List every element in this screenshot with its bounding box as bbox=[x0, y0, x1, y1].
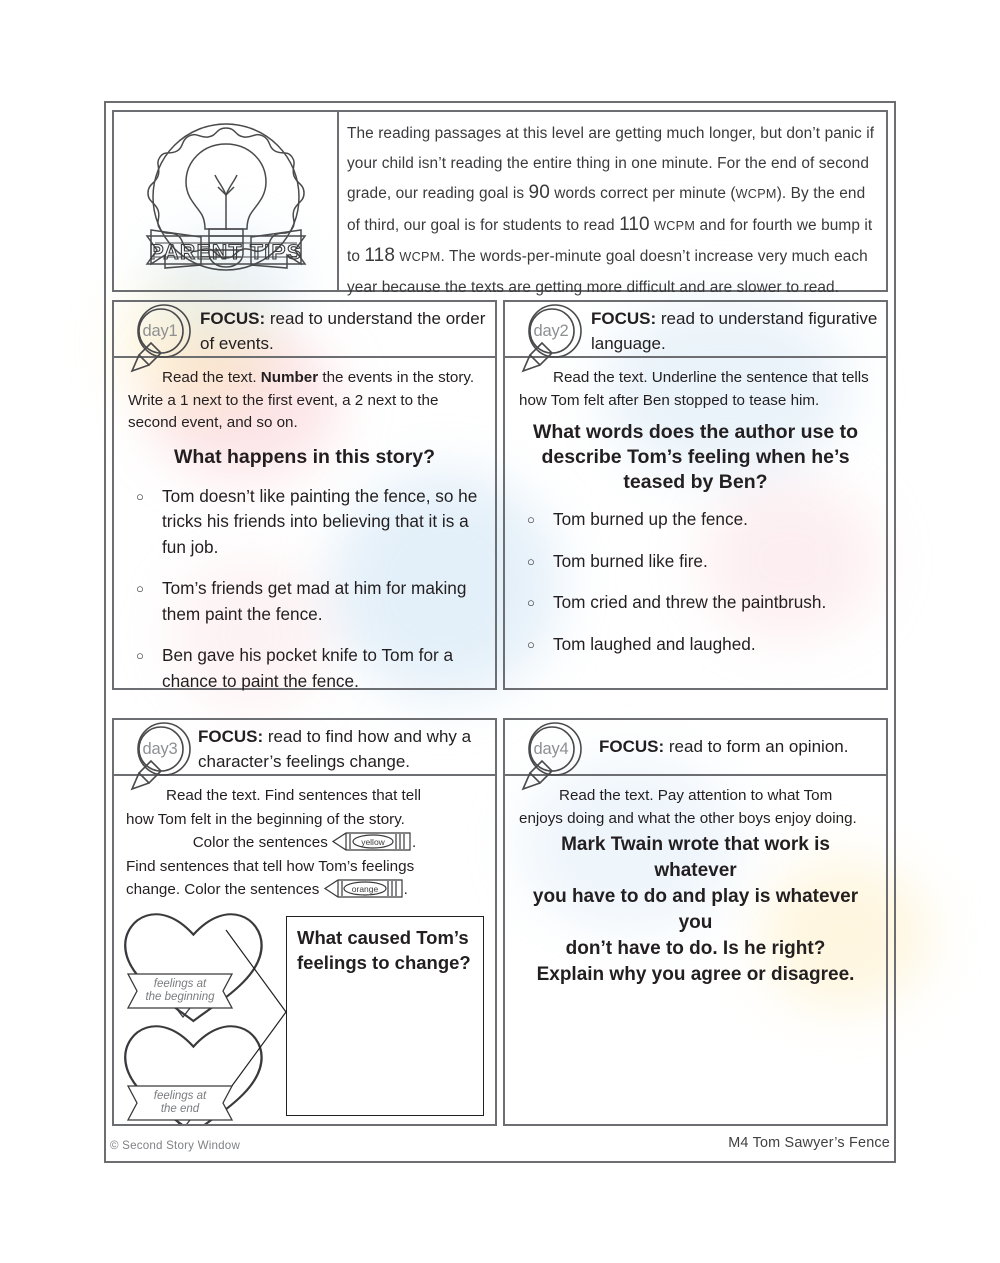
option-circle-icon[interactable]: ○ bbox=[527, 512, 535, 528]
crayon-yellow-label: yellow bbox=[361, 837, 385, 847]
option-row[interactable] bbox=[136, 576, 481, 627]
parent-tips-logo-cell bbox=[114, 112, 339, 290]
day4-badge-label: day4 bbox=[533, 739, 569, 758]
day2-focus-text: read to understand figurative language. bbox=[591, 309, 878, 353]
heart-beginning-label-line1: feelings at bbox=[153, 978, 207, 990]
day3-focus bbox=[198, 724, 489, 774]
day1-focus-text: read to understand the order of events. bbox=[200, 309, 486, 353]
option-circle-icon[interactable]: ○ bbox=[527, 595, 535, 611]
option-row[interactable] bbox=[136, 484, 481, 561]
magnifier-icon-day3 bbox=[130, 722, 204, 802]
day3-answer-prompt-line2: feelings to change? bbox=[297, 952, 471, 973]
option-label: Tom burned up the fence. bbox=[553, 509, 748, 530]
option-row[interactable] bbox=[527, 590, 872, 616]
parent-tips-body-segment: 90 bbox=[528, 182, 550, 204]
option-circle-icon[interactable]: ○ bbox=[136, 488, 144, 504]
day4-panel bbox=[503, 718, 888, 1126]
option-label: Ben gave his pocket knife to Tom for a chance to paint the fence. bbox=[162, 645, 454, 691]
day4-statement-line2: you have to do and play is whatever you bbox=[532, 886, 859, 934]
day3-directions-line2: how Tom felt in the beginning of the story. bbox=[126, 810, 405, 828]
day2-question: What words does the author use to describe Tom’s feeling when he’s teased by Ben? bbox=[532, 421, 859, 494]
day4-focus-text: read to form an opinion. bbox=[664, 737, 849, 756]
day1-question: What happens in this story? bbox=[173, 445, 436, 468]
day2-panel bbox=[503, 300, 888, 690]
option-circle-icon[interactable]: ○ bbox=[136, 648, 144, 664]
day3-directions-line3a: Color the sentences bbox=[192, 834, 333, 851]
heart-beginning-label-line2: the beginning bbox=[145, 991, 215, 1003]
day4-focus-label: FOCUS: bbox=[599, 737, 665, 756]
option-row[interactable] bbox=[136, 643, 481, 694]
day4-answer-area[interactable] bbox=[515, 960, 876, 1116]
day4-directions-pre: Read the text. Pay attention to what Tom enjoys doing and what the other boys enjoy doing. bbox=[519, 787, 857, 827]
day1-directions-pre: Read the text. bbox=[162, 369, 261, 386]
magnifier-icon-day2 bbox=[521, 304, 595, 384]
day3-directions-line1: Read the text. Find sentences that tell bbox=[166, 787, 421, 804]
parent-tips-body-segment: and for fourth we bump it to bbox=[347, 216, 873, 266]
parent-tips-body bbox=[347, 119, 881, 296]
option-row[interactable] bbox=[527, 632, 872, 658]
day3-answer-box[interactable] bbox=[286, 916, 484, 1116]
day4-statement-line3: don’t have to do. Is he right? bbox=[565, 938, 826, 960]
parent-tips-body-segment: ). By the end of third, our goal is for students to read bbox=[347, 185, 866, 234]
footer-copyright: © Second Story Window bbox=[110, 1139, 241, 1152]
option-circle-icon[interactable]: ○ bbox=[527, 636, 535, 652]
option-label: Tom cried and threw the paintbrush. bbox=[553, 592, 827, 613]
day3-answer-value[interactable] bbox=[297, 981, 473, 1101]
day4-answer-value[interactable] bbox=[515, 960, 876, 1116]
day2-focus-label: FOCUS: bbox=[591, 309, 657, 328]
footer-title: M4 Tom Sawyer’s Fence bbox=[728, 1135, 890, 1151]
day4-focus bbox=[599, 734, 880, 759]
day1-focus-label: FOCUS: bbox=[200, 309, 266, 328]
magnifier-icon-day4 bbox=[521, 722, 595, 802]
option-row[interactable] bbox=[527, 507, 872, 533]
day3-badge-label: day3 bbox=[142, 739, 178, 758]
day1-focus bbox=[200, 306, 489, 356]
heart-end-label-line1: feelings at bbox=[153, 1090, 207, 1102]
day1-directions-post: the events in the story. Write a 1 next to the first event, a 2 next to the second event, and so on. bbox=[128, 369, 475, 432]
day3-directions-line5b: . bbox=[403, 881, 408, 898]
day2-options bbox=[505, 507, 886, 657]
day3-panel bbox=[112, 718, 497, 1126]
day2-focus bbox=[591, 306, 880, 356]
option-label: Tom’s friends get mad at him for making them paint the fence. bbox=[162, 578, 467, 624]
day2-badge-label: day2 bbox=[533, 321, 569, 340]
day4-header bbox=[505, 720, 886, 776]
option-label: Tom burned like fire. bbox=[553, 550, 708, 571]
day1-panel bbox=[112, 300, 497, 690]
option-label: Tom doesn’t like painting the fence, so he tricks his friends into believing that it is a fun job. bbox=[162, 485, 478, 557]
option-row[interactable] bbox=[527, 549, 872, 575]
parent-tips-body-segment: 118 bbox=[364, 245, 396, 267]
heart-end-label-line2: the end bbox=[160, 1103, 200, 1115]
parent-tips-body-segment: . The words-per-minute goal doesn’t increase very much each year because the texts are getting more difficult and are slower to read. bbox=[347, 248, 868, 296]
parent-tips-body-segment: words correct per minute ( bbox=[549, 185, 736, 203]
parent-tips-panel bbox=[112, 110, 888, 296]
option-label: Tom laughed and laughed. bbox=[553, 633, 756, 654]
day3-focus-label: FOCUS: bbox=[198, 727, 264, 746]
crayon-orange-icon bbox=[324, 879, 404, 898]
day3-directions-line3b: . bbox=[412, 834, 417, 851]
option-circle-icon[interactable]: ○ bbox=[136, 581, 144, 597]
option-circle-icon[interactable]: ○ bbox=[527, 553, 535, 569]
parent-tips-body-segment: WCPM bbox=[399, 250, 441, 265]
day2-header bbox=[505, 302, 886, 358]
day1-badge-label: day1 bbox=[142, 321, 178, 340]
day3-graphic-organizer bbox=[114, 908, 499, 1124]
day1-header bbox=[114, 302, 495, 358]
day3-header bbox=[114, 720, 495, 776]
parent-tips-body-segment: WCPM bbox=[735, 187, 777, 202]
parent-tips-badge-label: PARENT TIPS bbox=[149, 241, 303, 264]
parent-tips-body-segment: The reading passages at this level are getting much longer, but don’t panic if your child isn’t reading the entire thing in one minute. For the end of second grade, our reading goal is bbox=[347, 125, 875, 203]
day3-focus-text: read to find how and why a character’s feelings change. bbox=[198, 727, 472, 771]
crayon-yellow-icon bbox=[332, 832, 412, 851]
crayon-orange-label: orange bbox=[351, 884, 378, 894]
day4-statement-line4: Explain why you agree or disagree. bbox=[536, 964, 855, 986]
day1-directions-bold: Number bbox=[260, 369, 319, 386]
day4-statement-line1: Mark Twain wrote that work is whatever bbox=[561, 834, 830, 882]
day3-directions-line4: Find sentences that tell how Tom’s feelings bbox=[126, 857, 415, 875]
magnifier-icon-day1 bbox=[130, 304, 204, 384]
day3-answer-prompt-line1: What caused Tom’s bbox=[297, 927, 469, 948]
day2-directions-pre: Read the text. Underline the sentence that tells how Tom felt after Ben stopped to tease him. bbox=[519, 369, 869, 409]
parent-tips-body-segment: WCPM bbox=[654, 218, 696, 233]
day1-options bbox=[114, 484, 495, 695]
day3-directions-line5a: change. Color the sentences bbox=[126, 881, 324, 898]
lightbulb-badge-icon bbox=[114, 112, 339, 290]
parent-tips-body-segment: 110 bbox=[619, 213, 650, 235]
